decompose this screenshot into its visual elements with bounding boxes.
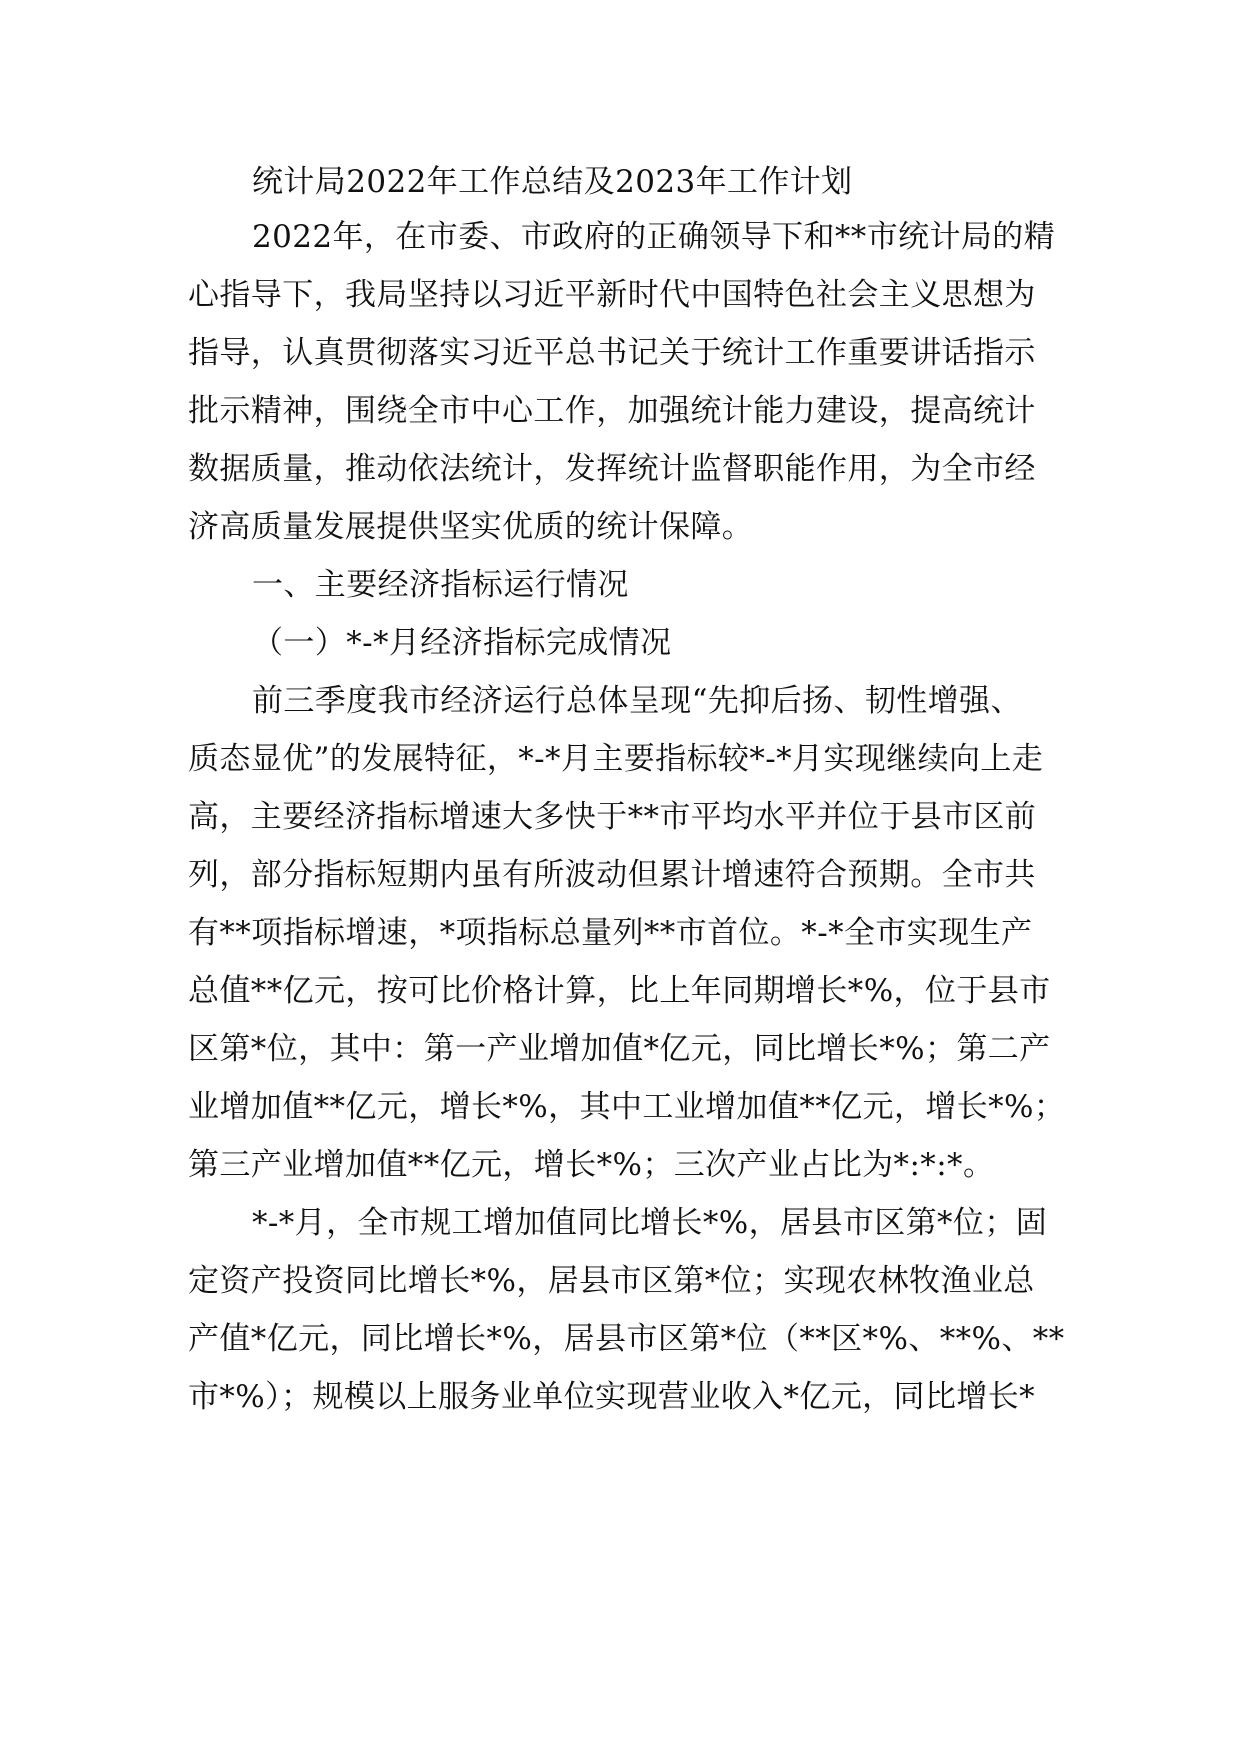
paragraph-line: 质态显优”的发展特征，*-*月主要指标较*-*月实现继续向上走 [188,741,1044,777]
document-title: 统计局2022年工作总结及2023年工作计划 [252,164,853,200]
paragraph-line: 批示精神，围绕全市中心工作，加强统计能力建设，提高统计 [188,393,1036,429]
paragraph-line: 2022年，在市委、市政府的正确领导下和**市统计局的精 [252,219,1056,255]
paragraph-line: 高，主要经济指标增速大多快于**市平均水平并位于县市区前 [188,799,1037,835]
section-heading: 一、主要经济指标运行情况 [252,567,629,603]
paragraph-line: 定资产投资同比增长*%，居县市区第*位；实现农林牧渔业总 [188,1263,1035,1299]
paragraph-line: *-*月，全市规工增加值同比增长*%，居县市区第*位；固 [252,1205,1048,1241]
paragraph-line: 业增加值**亿元，增长*%，其中工业增加值**亿元，增长*%； [188,1089,1066,1125]
paragraph-line: 产值*亿元，同比增长*%，居县市区第*位（**区*%、**%、** [188,1321,1065,1357]
paragraph-line: 第三产业增加值**亿元，增长*%；三次产业占比为*:*:*。 [188,1147,995,1183]
paragraph-line: 总值**亿元，按可比价格计算，比上年同期增长*%，位于县市 [188,973,1051,1009]
paragraph-line: 区第*位，其中：第一产业增加值*亿元，同比增长*%；第二产 [188,1031,1051,1067]
paragraph-line: 指导，认真贯彻落实习近平总书记关于统计工作重要讲话指示 [188,335,1036,371]
paragraph-line: 心指导下，我局坚持以习近平新时代中国特色社会主义思想为 [188,277,1036,313]
paragraph-line: 列，部分指标短期内虽有所波动但累计增速符合预期。全市共 [188,857,1036,893]
paragraph-line: 前三季度我市经济运行总体呈现“先抑后扬、韧性增强、 [252,683,1022,719]
subsection-heading: （一）*-*月经济指标完成情况 [252,625,672,661]
paragraph-line: 济高质量发展提供坚实优质的统计保障。 [188,509,754,545]
paragraph-line: 市*%）；规模以上服务业单位实现营业收入*亿元，同比增长* [188,1379,1036,1415]
paragraph-line: 数据质量，推动依法统计，发挥统计监督职能作用，为全市经 [188,451,1036,487]
paragraph-line: 有**项指标增速，*项指标总量列**市首位。*-*全市实现生产 [188,915,1033,951]
